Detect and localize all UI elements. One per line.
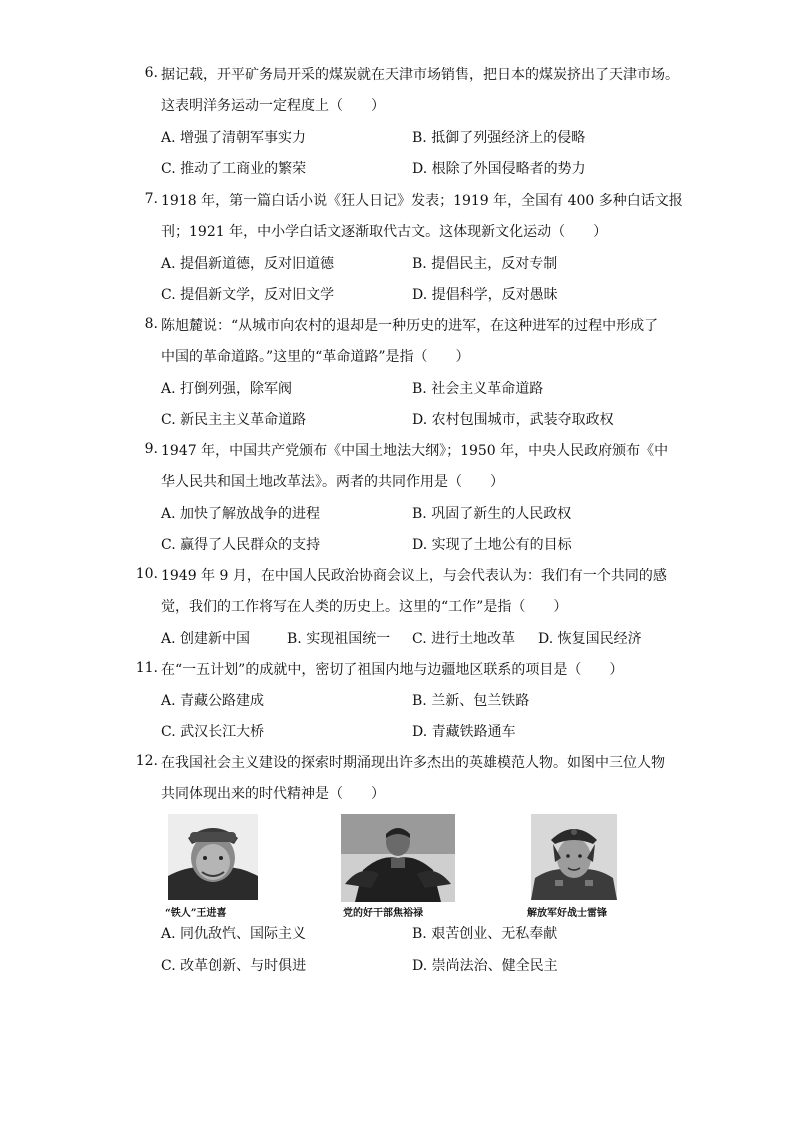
portrait-photo-icon — [531, 814, 617, 900]
portrait-photo-icon — [168, 814, 258, 900]
option-a[interactable]: A. 创建新中国 — [161, 631, 251, 647]
option-c[interactable]: C. 改革创新、与时俱进 — [161, 958, 307, 974]
question-text-line: 据记载，开平矿务局开采的煤炭就在天津市场销售，把日本的煤炭挤出了天津市场。 — [161, 67, 679, 83]
photo-lei-feng — [527, 814, 637, 919]
option-a[interactable]: A. 增强了清朝军事实力 — [161, 130, 307, 146]
option-b[interactable]: B. 兰新、包兰铁路 — [412, 693, 530, 709]
option-d[interactable]: D. 恢复国民经济 — [538, 631, 642, 647]
question-number: 9. — [144, 441, 158, 457]
option-c[interactable]: C. 进行土地改革 — [412, 631, 516, 647]
option-a[interactable]: A. 青藏公路建成 — [161, 693, 265, 709]
option-d[interactable]: D. 实现了土地公有的目标 — [412, 537, 572, 553]
question-text-line: 华人民共和国土地改革法》。两者的共同作用是（ ） — [161, 474, 504, 490]
option-a[interactable]: A. 同仇敌忾、国际主义 — [161, 926, 307, 942]
option-d[interactable]: D. 提倡科学，反对愚昧 — [412, 287, 558, 303]
option-c[interactable]: C. 提倡新文学，反对旧文学 — [161, 287, 335, 303]
photo-caption: 党的好干部焦裕禄 — [343, 908, 423, 919]
question-text-line: 这表明洋务运动一定程度上（ ） — [161, 98, 385, 114]
photo-caption: “铁人”王进喜 — [165, 908, 227, 919]
question-text-line: 陈旭麓说：“从城市向农村的退却是一种历史的进军，在这种进军的过程中形成了 — [161, 318, 659, 334]
portrait-photo-icon — [341, 814, 455, 902]
option-b[interactable]: B. 艰苦创业、无私奉献 — [412, 926, 558, 942]
option-d[interactable]: D. 农村包围城市，武装夺取政权 — [412, 412, 614, 428]
question-number: 6. — [144, 65, 158, 81]
question-text-line: 在“一五计划”的成就中，密切了祖国内地与边疆地区联系的项目是（ ） — [161, 662, 624, 678]
option-d[interactable]: D. 青藏铁路通车 — [412, 724, 516, 740]
photo-wang-jinxi — [165, 814, 261, 919]
photo-caption: 解放军好战士雷锋 — [527, 908, 607, 919]
question-text-line: 共同体现出来的时代精神是（ ） — [161, 786, 385, 802]
question-number: 10. — [135, 566, 158, 582]
option-c[interactable]: C. 武汉长江大桥 — [161, 724, 265, 740]
option-d[interactable]: D. 崇尚法治、健全民主 — [412, 958, 558, 974]
option-c[interactable]: C. 推动了工商业的繁荣 — [161, 161, 307, 177]
question-text-line: 中国的革命道路。”这里的“革命道路”是指（ ） — [161, 349, 470, 365]
option-b[interactable]: B. 实现祖国统一 — [287, 631, 391, 647]
photo-jiao-yulu — [339, 814, 459, 919]
question-text-line: 在我国社会主义建设的探索时期涌现出许多杰出的英雄模范人物。如图中三位人物 — [161, 755, 665, 771]
question-number: 11. — [135, 660, 158, 676]
question-text-line: 1947 年，中国共产党颁布《中国土地法大纲》；1950 年，中央人民政府颁布《中 — [161, 443, 669, 459]
option-b[interactable]: B. 社会主义革命道路 — [412, 381, 544, 397]
option-b[interactable]: B. 巩固了新生的人民政权 — [412, 506, 572, 522]
question-number: 8. — [144, 316, 158, 332]
option-a[interactable]: A. 打倒列强，除军阀 — [161, 381, 293, 397]
question-text-line: 1949 年 9 月，在中国人民政治协商会议上，与会代表认为：我们有一个共同的感 — [161, 568, 667, 584]
option-d[interactable]: D. 根除了外国侵略者的势力 — [412, 161, 586, 177]
question-text-line: 觉，我们的工作将写在人类的历史上。这里的“工作”是指（ ） — [161, 599, 568, 615]
option-c[interactable]: C. 新民主主义革命道路 — [161, 412, 307, 428]
question-number: 7. — [144, 191, 158, 207]
question-number: 12. — [135, 753, 158, 769]
option-b[interactable]: B. 抵御了列强经济上的侵略 — [412, 130, 586, 146]
question-text-line: 1918 年，第一篇白话小说《狂人日记》发表；1919 年，全国有 400 多种白话文报 — [161, 193, 683, 209]
option-a[interactable]: A. 加快了解放战争的进程 — [161, 506, 321, 522]
option-b[interactable]: B. 提倡民主，反对专制 — [412, 256, 558, 272]
question-text-line: 刊；1921 年，中小学白话文逐渐取代古文。这体现新文化运动（ ） — [161, 224, 608, 240]
hero-photos — [161, 814, 641, 920]
option-c[interactable]: C. 赢得了人民群众的支持 — [161, 537, 321, 553]
option-a[interactable]: A. 提倡新道德，反对旧道德 — [161, 256, 335, 272]
